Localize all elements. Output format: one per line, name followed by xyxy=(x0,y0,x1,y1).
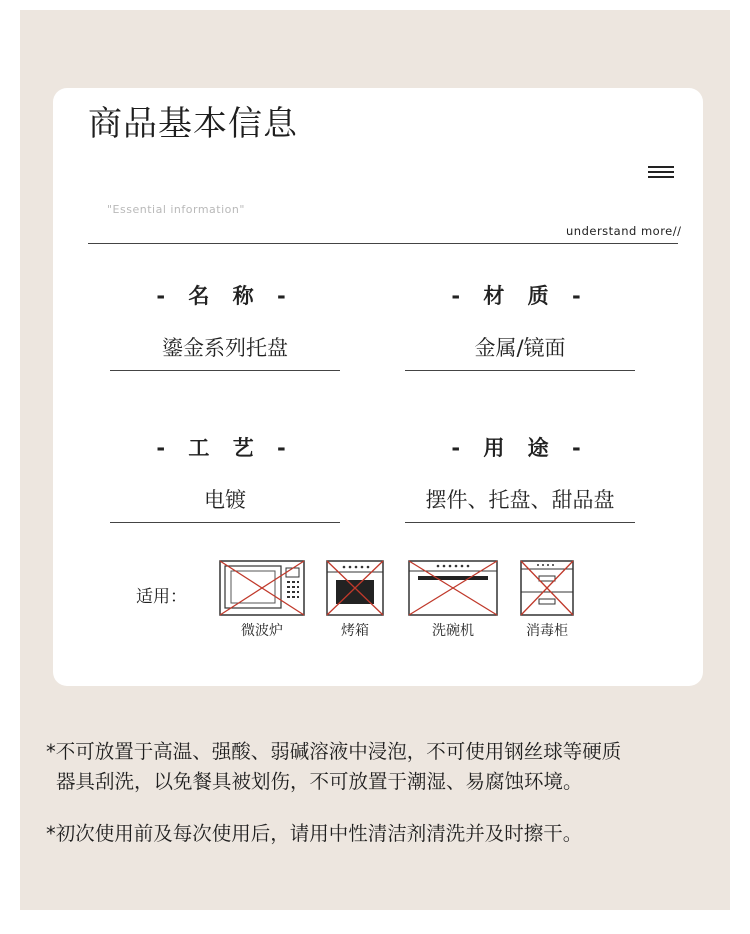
field-craft xyxy=(110,432,340,523)
essential-info-subtitle: "Essential information" xyxy=(107,203,245,216)
field-label: - 用 途 - xyxy=(451,436,589,460)
field-value: 摆件、托盘、甜品盘 xyxy=(425,488,615,512)
appliance-caption: 洗碗机 xyxy=(432,623,474,639)
appliance-caption: 烤箱 xyxy=(341,623,369,639)
field-label: - 工 艺 - xyxy=(156,436,294,460)
dishwasher-crossed-icon xyxy=(408,560,498,616)
field-underline xyxy=(405,370,635,371)
appliance-caption: 消毒柜 xyxy=(526,623,568,639)
care-note-1-line-1: *不可放置于高温、强酸、弱碱溶液中浸泡，不可使用钢丝球等硬质 xyxy=(46,740,622,763)
understand-more-link[interactable]: understand more// xyxy=(566,224,682,238)
appliance-microwave xyxy=(219,560,305,640)
field-material xyxy=(405,280,635,371)
appliance-dishwasher xyxy=(408,560,498,640)
oven-crossed-icon xyxy=(326,560,384,616)
sterilizer-crossed-icon xyxy=(520,560,574,616)
care-note-2: *初次使用前及每次使用后，请用中性清洁剂清洗并及时擦干。 xyxy=(46,822,583,845)
field-label: - 材 质 - xyxy=(451,284,589,308)
page-title: 商品基本信息 xyxy=(88,104,298,144)
field-name xyxy=(110,280,340,371)
header-divider xyxy=(88,243,678,244)
field-value: 鎏金系列托盘 xyxy=(162,336,288,360)
appliance-caption: 微波炉 xyxy=(241,623,283,639)
field-underline xyxy=(110,370,340,371)
field-value: 电镀 xyxy=(204,488,246,512)
field-label: - 名 称 - xyxy=(156,284,294,308)
appliance-oven xyxy=(326,560,384,640)
field-underline xyxy=(110,522,340,523)
field-underline xyxy=(405,522,635,523)
microwave-crossed-icon xyxy=(219,560,305,616)
field-usage xyxy=(405,432,635,523)
field-value: 金属/镜面 xyxy=(474,336,566,360)
care-note-1-line-2: 器具刮洗，以免餐具被划伤，不可放置于潮湿、易腐蚀环境。 xyxy=(56,770,583,793)
applicable-label: 适用： xyxy=(136,587,187,607)
appliance-sterilizer xyxy=(520,560,574,640)
menu-icon[interactable] xyxy=(648,166,674,180)
